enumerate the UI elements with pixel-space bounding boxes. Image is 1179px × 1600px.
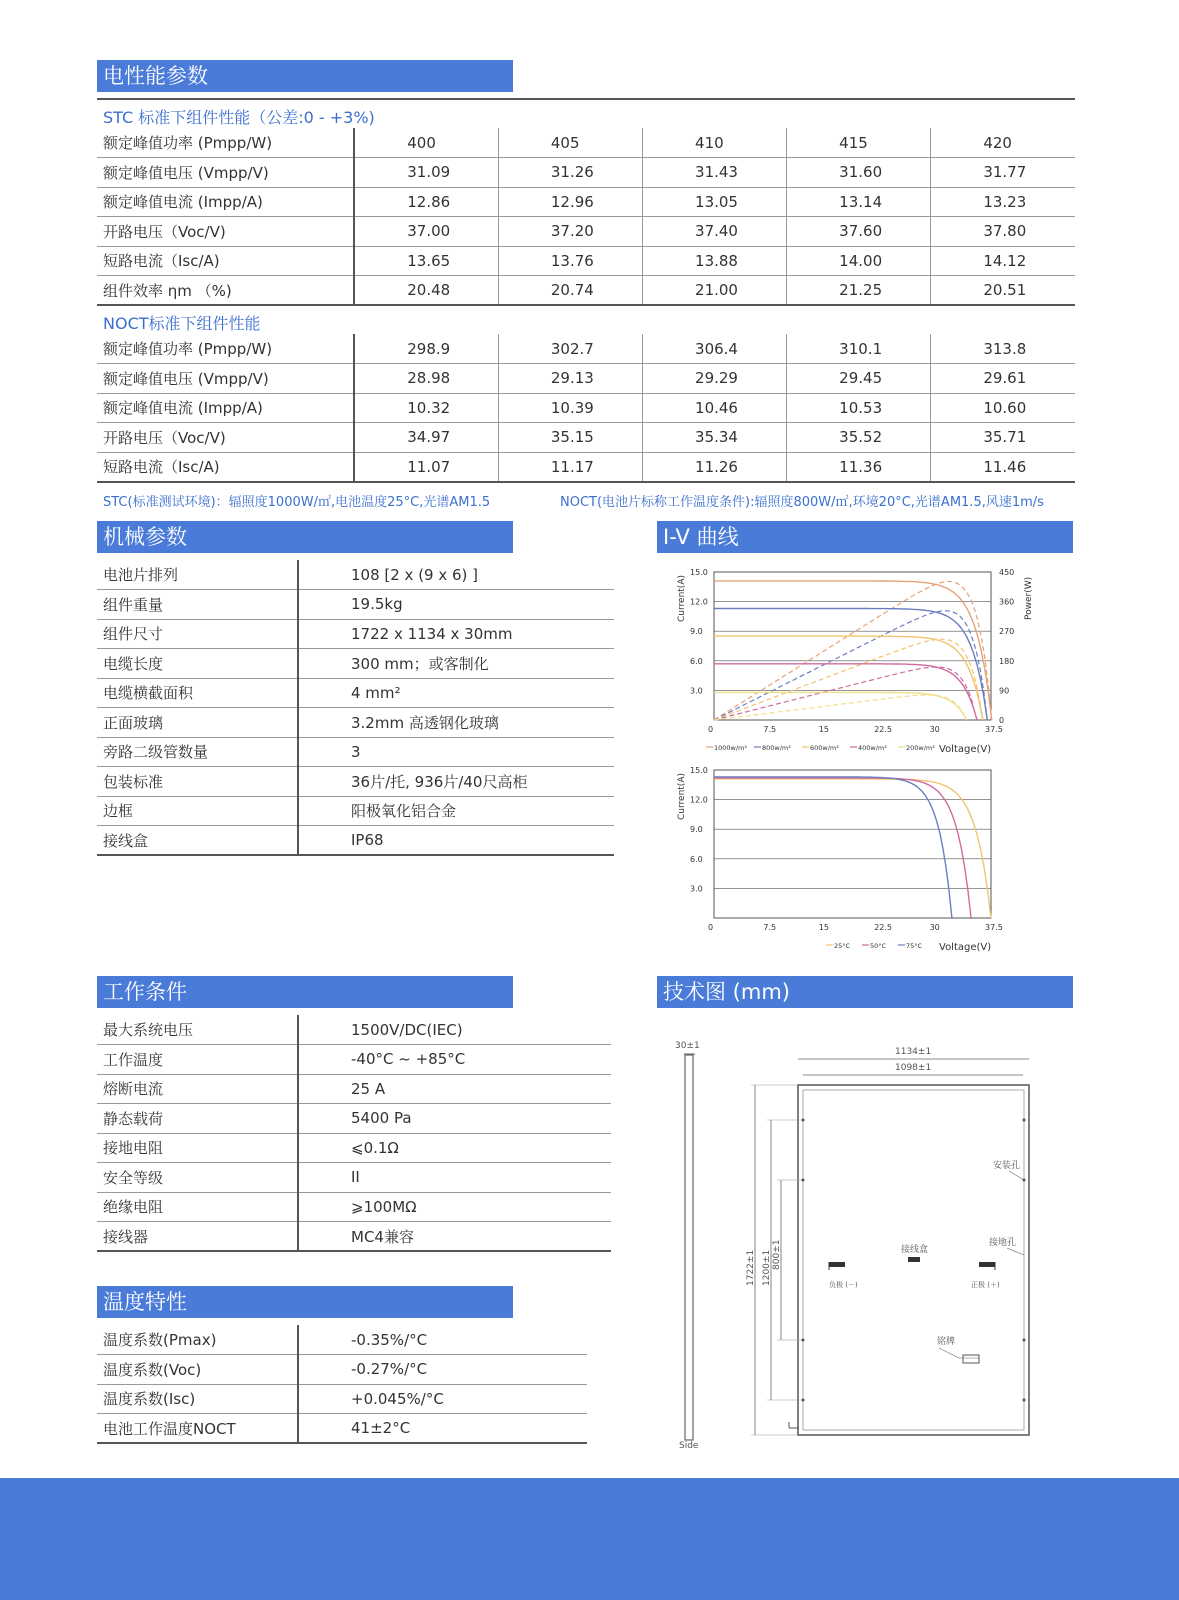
- temperature-table: [97, 1325, 587, 1444]
- table-row: [97, 737, 614, 767]
- cell-value: 415: [787, 128, 931, 158]
- iv-irradiance-y-label: Current(A): [677, 575, 687, 622]
- nameplate-label: 铭牌: [937, 1337, 956, 1347]
- table-row: [97, 1355, 587, 1385]
- noct-note: NOCT(电池片标称工作温度条件):辐照度800W/㎡,环境20°C,光谱AM1.5,风速1m/s: [560, 495, 1044, 510]
- iv-temperature-xtick-label: 15: [818, 923, 829, 932]
- side-dim-label: 30±1: [675, 1041, 700, 1051]
- row-label: 短路电流（Isc/A): [97, 246, 354, 276]
- stc-note: STC(标准测试环境)：辐照度1000W/㎡,电池温度25°C,光谱AM1.5: [103, 495, 491, 510]
- table-row: [97, 276, 1075, 306]
- cell-value: 20.74: [498, 276, 642, 306]
- iv-irradiance-xtick-label: 30: [929, 725, 940, 734]
- cell-value: 10.32: [354, 393, 498, 423]
- iv-irradiance-series-power-line: [714, 611, 987, 720]
- cell-value: 31.26: [498, 158, 642, 188]
- cell-value: 35.15: [498, 423, 642, 453]
- table-row: [97, 1045, 611, 1075]
- table-row: [97, 393, 1075, 423]
- iv-irradiance-series-power-line: [714, 639, 983, 720]
- cell-value: 410: [643, 128, 787, 158]
- electrical-title: 电性能参数: [97, 60, 513, 92]
- row-value: 108 [2 x (9 x 6) ]: [298, 560, 614, 590]
- row-value: 1722 x 1134 x 30mm: [298, 619, 614, 649]
- cell-value: 29.45: [787, 364, 931, 394]
- table-row: [97, 187, 1075, 217]
- table-row: [97, 708, 614, 738]
- iv-irradiance-xtick-label: 22.5: [874, 725, 893, 734]
- table-row: [97, 796, 614, 826]
- cell-value: 31.60: [787, 158, 931, 188]
- cell-value: 11.17: [498, 452, 642, 482]
- row-label: 电缆长度: [97, 649, 298, 679]
- row-value: 25 A: [298, 1074, 611, 1104]
- iv-temperature-ytick-label: 12.0: [690, 795, 708, 805]
- iv-irradiance-y2-label: Power(W): [1024, 576, 1034, 620]
- electrical-rule: [97, 98, 1075, 100]
- iv-temperature-ytick-label: 15.0: [690, 766, 708, 775]
- table-row: [97, 334, 1075, 364]
- cell-value: 405: [498, 128, 642, 158]
- row-value: ⩽0.1Ω: [298, 1133, 611, 1163]
- cell-value: 13.76: [498, 246, 642, 276]
- stc-title: STC 标准下组件性能（公差:0 - +3%): [103, 108, 375, 127]
- table-row: [97, 1414, 587, 1444]
- row-value: 300 mm；或客制化: [298, 649, 614, 679]
- iv-irradiance-plot-area: [714, 572, 991, 720]
- noct-table: [97, 334, 1075, 483]
- row-value: +0.045%/°C: [298, 1384, 587, 1414]
- iv-irradiance-legend-label: 600w/m²: [810, 744, 839, 752]
- cell-value: 20.51: [931, 276, 1075, 306]
- row-label: 组件重量: [97, 590, 298, 620]
- table-row: [97, 590, 614, 620]
- temperature-title: 温度特性: [97, 1286, 513, 1318]
- iv-charts: [657, 558, 1075, 958]
- iv-temperature-x-label: Voltage(V): [939, 942, 992, 953]
- cell-value: 37.40: [643, 217, 787, 247]
- row-value: 41±2°C: [298, 1414, 587, 1444]
- cell-value: 37.80: [931, 217, 1075, 247]
- cell-value: 21.00: [643, 276, 787, 306]
- table-row: [97, 452, 1075, 482]
- cell-value: 11.46: [931, 452, 1075, 482]
- row-value: 阳极氧化铝合金: [298, 796, 614, 826]
- cell-value: 313.8: [931, 334, 1075, 364]
- row-label: 额定峰值功率 (Pmpp/W): [97, 334, 354, 364]
- side-label: Side: [679, 1441, 699, 1451]
- row-label: 静态载荷: [97, 1104, 298, 1134]
- row-label: 额定峰值电流 (Impp/A): [97, 187, 354, 217]
- iv-irradiance-y2tick-label: 270: [999, 627, 1015, 637]
- cell-value: 13.23: [931, 187, 1075, 217]
- cell-value: 35.52: [787, 423, 931, 453]
- cell-value: 37.60: [787, 217, 931, 247]
- row-label: 熔断电流: [97, 1074, 298, 1104]
- iv-temperature-legend-label: 75°C: [906, 942, 923, 950]
- cell-value: 28.98: [354, 364, 498, 394]
- row-label: 温度系数(Pmax): [97, 1325, 298, 1355]
- negative-label: 负极 (－): [829, 1281, 858, 1289]
- cell-value: 10.60: [931, 393, 1075, 423]
- width-inner-label: 1098±1: [895, 1063, 932, 1073]
- positive-label: 正极 (＋): [971, 1281, 1000, 1289]
- iv-irradiance-legend-label: 800w/m²: [762, 744, 791, 752]
- cell-value: 37.00: [354, 217, 498, 247]
- negative-connector: [829, 1262, 845, 1267]
- iv-irradiance-xtick-label: 15: [818, 725, 829, 734]
- iv-irradiance-x-label: Voltage(V): [939, 744, 992, 755]
- row-label: 额定峰值电压 (Vmpp/V): [97, 158, 354, 188]
- row-value: 19.5kg: [298, 590, 614, 620]
- cell-value: 13.14: [787, 187, 931, 217]
- table-row: [97, 128, 1075, 158]
- row-label: 旁路二级管数量: [97, 737, 298, 767]
- table-row: [97, 1163, 611, 1193]
- iv-temperature-series-iv-line: [714, 778, 971, 918]
- row-label: 接线器: [97, 1222, 298, 1252]
- drawing-title: 技术图 (mm): [657, 976, 1073, 1008]
- iv-irradiance-ytick-label: 15.0: [690, 568, 708, 577]
- table-row: [97, 1222, 611, 1252]
- working-title: 工作条件: [97, 976, 513, 1008]
- mechanical-title: 机械参数: [97, 521, 513, 553]
- row-label: 边框: [97, 796, 298, 826]
- row-value: IP68: [298, 826, 614, 856]
- row-label: 电池片排列: [97, 560, 298, 590]
- row-value: -40°C ~ +85°C: [298, 1045, 611, 1075]
- iv-irradiance-ytick-label: 3.0: [690, 686, 703, 696]
- iv-temperature-legend-label: 25°C: [834, 942, 851, 950]
- positive-connector: [979, 1262, 995, 1267]
- table-row: [97, 767, 614, 797]
- cell-value: 31.77: [931, 158, 1075, 188]
- row-value: 5400 Pa: [298, 1104, 611, 1134]
- row-label: 电缆横截面积: [97, 678, 298, 708]
- row-label: 短路电流（Isc/A): [97, 452, 354, 482]
- cell-value: 13.65: [354, 246, 498, 276]
- cell-value: 29.61: [931, 364, 1075, 394]
- side-view: [685, 1055, 693, 1440]
- row-value: -0.27%/°C: [298, 1355, 587, 1385]
- row-label: 接线盒: [97, 826, 298, 856]
- iv-irradiance-y2tick-label: 90: [999, 686, 1010, 696]
- ground-hole-label: 接地孔: [989, 1238, 1017, 1248]
- cell-value: 400: [354, 128, 498, 158]
- table-row: [97, 1074, 611, 1104]
- cell-value: 35.34: [643, 423, 787, 453]
- row-label: 额定峰值功率 (Pmpp/W): [97, 128, 354, 158]
- row-label: 额定峰值电流 (Impp/A): [97, 393, 354, 423]
- iv-irradiance-ytick-label: 12.0: [690, 597, 708, 607]
- iv-temperature-legend-label: 50°C: [870, 942, 887, 950]
- junction-box-label: 接线盒: [901, 1245, 929, 1255]
- iv-title: I-V 曲线: [657, 521, 1073, 553]
- cell-value: 13.88: [643, 246, 787, 276]
- iv-irradiance-y2tick-label: 180: [999, 656, 1015, 666]
- row-value: ⩾100MΩ: [298, 1192, 611, 1222]
- cell-value: 298.9: [354, 334, 498, 364]
- table-row: [97, 678, 614, 708]
- row-value: MC4兼容: [298, 1222, 611, 1252]
- row-label: 最大系统电压: [97, 1015, 298, 1045]
- row-label: 绝缘电阻: [97, 1192, 298, 1222]
- row-value: 36片/托, 936片/40尺高柜: [298, 767, 614, 797]
- height-outer-label: 1722±1: [746, 1249, 756, 1286]
- row-label: 组件尺寸: [97, 619, 298, 649]
- table-row: [97, 1015, 611, 1045]
- cell-value: 37.20: [498, 217, 642, 247]
- cell-value: 306.4: [643, 334, 787, 364]
- row-value: 3.2mm 高透钢化玻璃: [298, 708, 614, 738]
- cell-value: 14.00: [787, 246, 931, 276]
- row-label: 开路电压（Voc/V): [97, 423, 354, 453]
- row-label: 工作温度: [97, 1045, 298, 1075]
- iv-irradiance-xtick-label: 0: [708, 725, 714, 734]
- cell-value: 420: [931, 128, 1075, 158]
- row-label: 接地电阻: [97, 1133, 298, 1163]
- iv-temperature-xtick-label: 30: [929, 923, 940, 932]
- table-row: [97, 649, 614, 679]
- cell-value: 302.7: [498, 334, 642, 364]
- cell-value: 12.86: [354, 187, 498, 217]
- table-row: [97, 364, 1075, 394]
- height-inner-label: 800±1: [772, 1239, 782, 1270]
- row-label: 安全等级: [97, 1163, 298, 1193]
- iv-temperature-y-label: Current(A): [677, 773, 687, 820]
- row-label: 温度系数(Voc): [97, 1355, 298, 1385]
- technical-drawing: [657, 1030, 1075, 1460]
- iv-irradiance-y2tick-label: 360: [999, 597, 1015, 607]
- height-mid-label: 1200±1: [762, 1249, 772, 1286]
- cell-value: 11.36: [787, 452, 931, 482]
- mount-hole-label: 安装孔: [993, 1161, 1021, 1171]
- row-label: 开路电压（Voc/V): [97, 217, 354, 247]
- cell-value: 35.71: [931, 423, 1075, 453]
- iv-temperature-xtick-label: 0: [708, 923, 714, 932]
- iv-irradiance-ytick-label: 6.0: [690, 656, 703, 666]
- iv-irradiance-xtick-label: 37.5: [985, 725, 1003, 734]
- junction-box: [908, 1257, 920, 1262]
- nameplate: [963, 1355, 979, 1363]
- cell-value: 310.1: [787, 334, 931, 364]
- iv-irradiance-series-iv-line: [714, 636, 983, 720]
- table-row: [97, 158, 1075, 188]
- cell-value: 21.25: [787, 276, 931, 306]
- iv-irradiance-y2tick-label: 0: [999, 716, 1005, 725]
- row-label: 包装标准: [97, 767, 298, 797]
- table-row: [97, 246, 1075, 276]
- iv-temperature-xtick-label: 7.5: [763, 923, 777, 932]
- cell-value: 12.96: [498, 187, 642, 217]
- iv-irradiance-series-power-line: [714, 667, 974, 720]
- row-value: II: [298, 1163, 611, 1193]
- cell-value: 29.13: [498, 364, 642, 394]
- iv-irradiance-ytick-label: 9.0: [690, 627, 703, 637]
- table-row: [97, 1325, 587, 1355]
- cell-value: 14.12: [931, 246, 1075, 276]
- row-value: 1500V/DC(IEC): [298, 1015, 611, 1045]
- cell-value: 29.29: [643, 364, 787, 394]
- row-label: 正面玻璃: [97, 708, 298, 738]
- iv-irradiance-xtick-label: 7.5: [763, 725, 777, 734]
- row-value: -0.35%/°C: [298, 1325, 587, 1355]
- cell-value: 10.46: [643, 393, 787, 423]
- cell-value: 31.43: [643, 158, 787, 188]
- noct-title: NOCT标准下组件性能: [103, 314, 261, 333]
- cell-value: 13.05: [643, 187, 787, 217]
- cell-value: 11.07: [354, 452, 498, 482]
- table-row: [97, 619, 614, 649]
- table-row: [97, 217, 1075, 247]
- iv-irradiance-legend-label: 400w/m²: [858, 744, 887, 752]
- cell-value: 31.09: [354, 158, 498, 188]
- cell-value: 11.26: [643, 452, 787, 482]
- iv-temperature-ytick-label: 3.0: [690, 884, 703, 894]
- iv-temperature-ytick-label: 9.0: [690, 825, 703, 835]
- cell-value: 34.97: [354, 423, 498, 453]
- row-label: 组件效率 ηm （%): [97, 276, 354, 306]
- iv-temperature-xtick-label: 22.5: [874, 923, 893, 932]
- working-table: [97, 1015, 611, 1252]
- cell-value: 10.53: [787, 393, 931, 423]
- table-row: [97, 1133, 611, 1163]
- iv-irradiance-legend-label: 200w/m²: [906, 744, 935, 752]
- stc-table: [97, 128, 1075, 306]
- iv-irradiance-series-power-line: [714, 695, 967, 720]
- iv-temperature-ytick-label: 6.0: [690, 854, 703, 864]
- row-value: 3: [298, 737, 614, 767]
- footer-band: [0, 1478, 1179, 1600]
- iv-irradiance-legend-label: 1000w/m²: [714, 744, 747, 752]
- iv-temperature-xtick-label: 37.5: [985, 923, 1003, 932]
- table-row: [97, 423, 1075, 453]
- table-row: [97, 560, 614, 590]
- table-row: [97, 1192, 611, 1222]
- table-row: [97, 1104, 611, 1134]
- iv-temperature-series-iv-line: [714, 777, 952, 918]
- row-value: 4 mm²: [298, 678, 614, 708]
- iv-irradiance-y2tick-label: 450: [999, 568, 1015, 577]
- cell-value: 20.48: [354, 276, 498, 306]
- mechanical-table: [97, 560, 614, 856]
- row-label: 电池工作温度NOCT: [97, 1414, 298, 1444]
- table-row: [97, 1384, 587, 1414]
- table-row: [97, 826, 614, 856]
- cell-value: 10.39: [498, 393, 642, 423]
- width-outer-label: 1134±1: [895, 1047, 932, 1057]
- row-label: 额定峰值电压 (Vmpp/V): [97, 364, 354, 394]
- row-label: 温度系数(Isc): [97, 1384, 298, 1414]
